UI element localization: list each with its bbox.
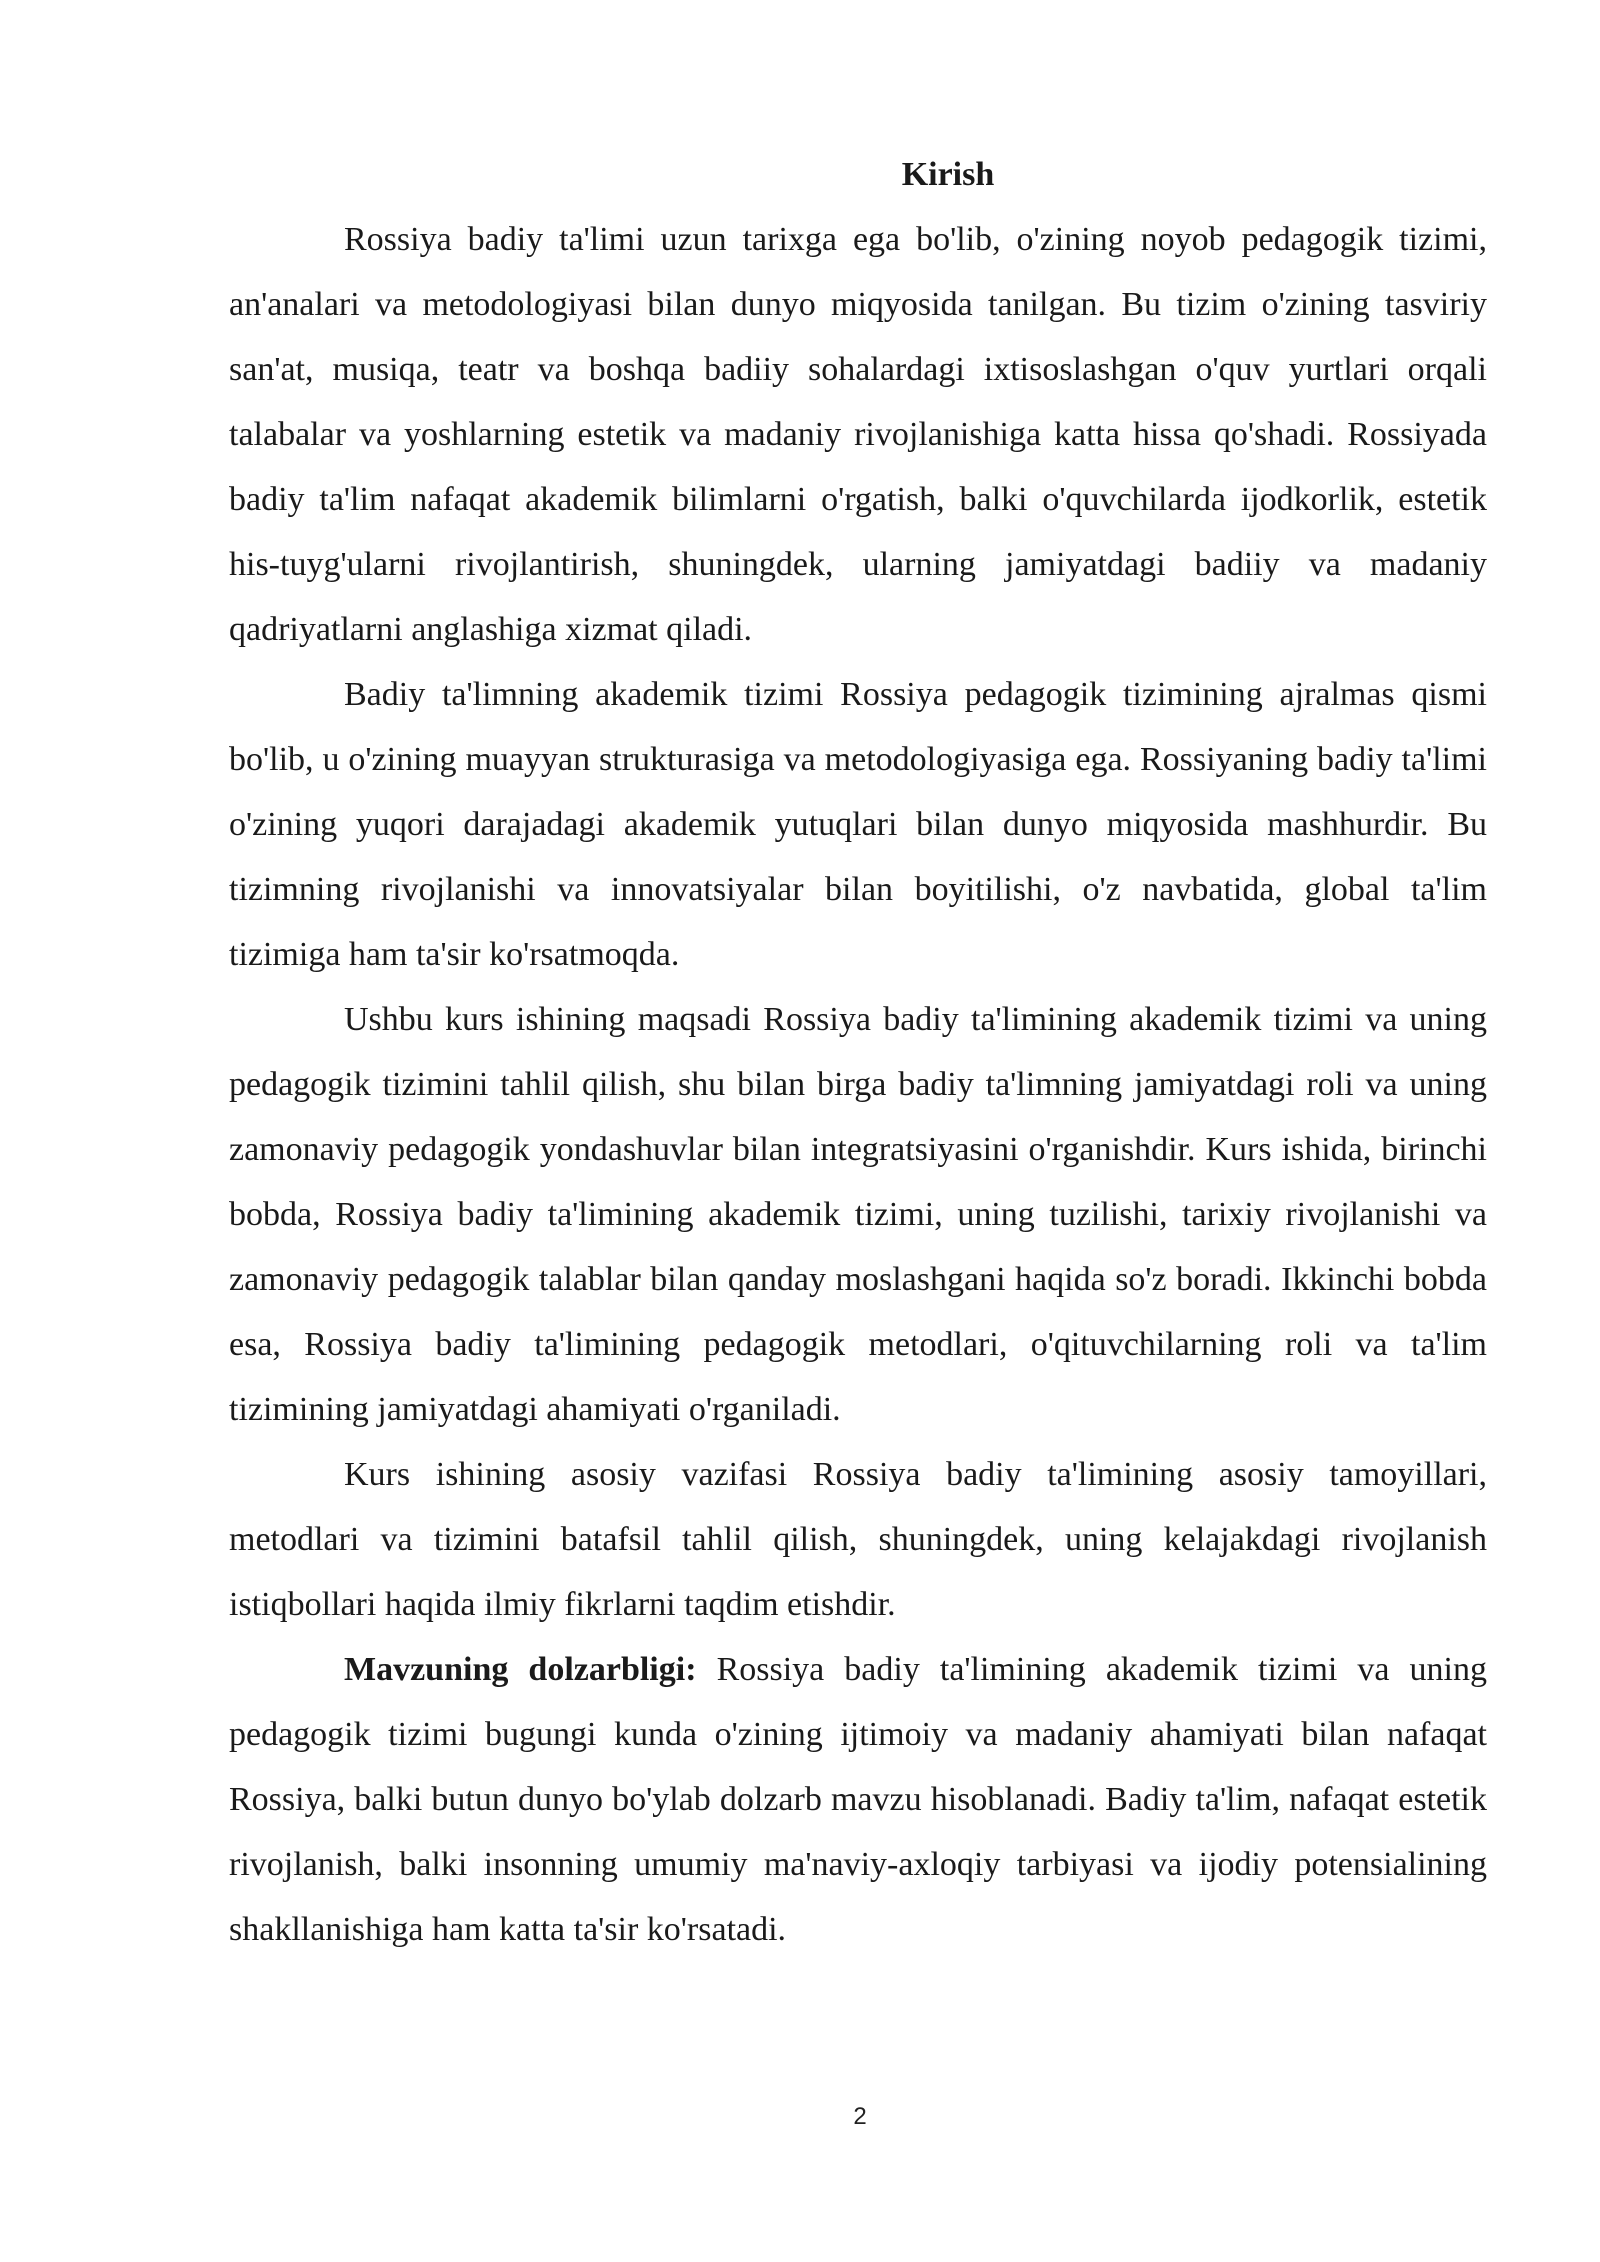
paragraph-text: Kurs ishining asosiy vazifasi Rossiya badiy ta'limining asosiy tamoyillari, metodlari va tizimini batafsil tahlil qilish, shuningdek, uning kelajakdagi rivojlanish istiqbollari haqida ilmiy fikrlarni taqdim etishdir. [229, 1456, 1487, 1623]
paragraph-text: Ushbu kurs ishining maqsadi Rossiya badiy ta'limining akademik tizimi va uning pedagogik tizimini tahlil qilish, shu bilan birga badiy ta'limning jamiyatdagi roli va uning zamonaviy pedagogik yondashuvlar bilan integratsiyasini o'rganishdir. Kurs ishida, birinchi bobda, Rossiya badiy ta'limining akademik tizimi, uning tuzilishi, tarixiy rivojlanishi va zamonaviy pedagogik talablar bilan qanday moslashgani haqida so'z boradi. Ikkinchi bobda esa, Rossiya badiy ta'limining pedagogik metodlari, o'qituvchilarning roli va ta'lim tizimining jamiyatdagi ahamiyati o'rganiladi. [229, 1001, 1487, 1428]
paragraph-text: Rossiya badiy ta'limi uzun tarixga ega bo'lib, o'zining noyob pedagogik tizimi, an'analari va metodologiyasi bilan dunyo miqyosida tanilgan. Bu tizim o'zining tasviriy san'at, musiqa, teatr va boshqa badiiy sohalardagi ixtisoslashgan o'quv yurtlari orqali talabalar va yoshlarning estetik va madaniy rivojlanishiga katta hissa qo'shadi. Rossiyada badiy ta'lim nafaqat akademik bilimlarni o'rgatish, balki o'quvchilarda ijodkorlik, estetik his-tuyg'ularni rivojlantirish, shuningdek, ularning jamiyatdagi badiiy va madaniy qadriyatlarni anglashiga xizmat qiladi. [229, 221, 1487, 648]
section-title: Kirish [901, 156, 995, 193]
paragraph-course-goal [229, 987, 1487, 1442]
paragraph-intro [229, 207, 1487, 662]
paragraph-lead-label: Mavzuning dolzarbligi: [344, 1651, 697, 1688]
paragraph-academic-system [229, 662, 1487, 987]
paragraph-relevance [229, 1637, 1487, 1962]
paragraph-text: Rossiya badiy ta'limining akademik tizimi va uning pedagogik tizimi bugungi kunda o'zining ijtimoiy va madaniy ahamiyati bilan nafaqat Rossiya, balki butun dunyo bo'ylab dolzarb mavzu hisoblanadi. Badiy ta'lim, nafaqat estetik rivojlanish, balki insonning umumiy ma'naviy-axloqiy tarbiyasi va ijodiy potensialining shakllanishiga ham katta ta'sir ko'rsatadi. [229, 1651, 1487, 1948]
paragraph-course-task [229, 1442, 1487, 1637]
page-content [229, 148, 1487, 1962]
page-number: 2 [853, 2103, 867, 2130]
paragraph-text: Badiy ta'limning akademik tizimi Rossiya pedagogik tizimining ajralmas qismi bo'lib, u o'zining muayyan strukturasiga va metodologiyasiga ega. Rossiyaning badiy ta'limi o'zining yuqori darajadagi akademik yutuqlari bilan dunyo miqyosida mashhurdir. Bu tizimning rivojlanishi va innovatsiyalar bilan boyitilishi, o'z navbatida, global ta'lim tizimiga ham ta'sir ko'rsatmoqda. [229, 676, 1487, 973]
